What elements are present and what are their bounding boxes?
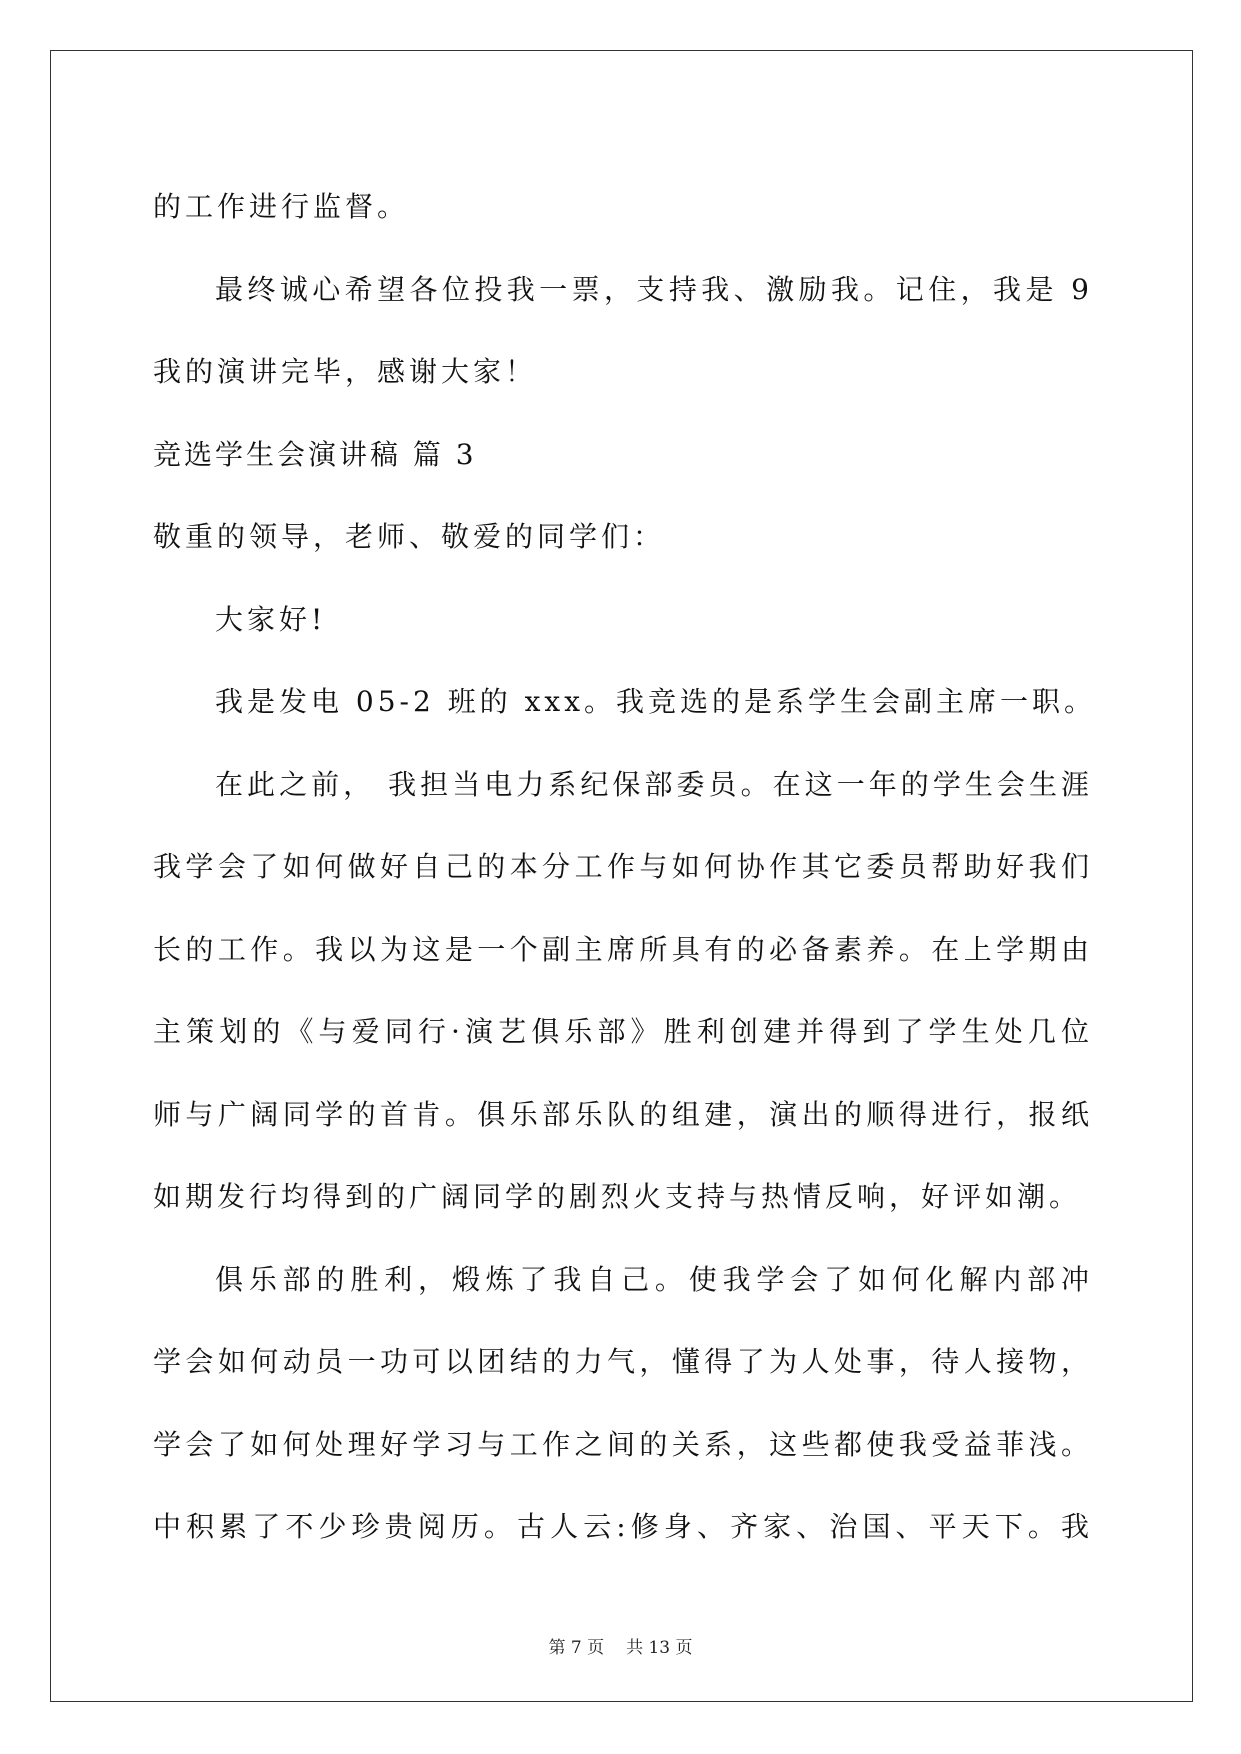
- paragraph-line: 学会如何动员一功可以团结的力气，懂得了为人处事，待人接物，: [153, 1345, 1093, 1378]
- document-body: [153, 166, 1096, 1569]
- paragraph-line: 最终诚心希望各位投我一票，支持我、激励我。记住，我是 9: [215, 272, 1093, 306]
- salutation-line: 敬重的领导，老师、敬爱的同学们：: [153, 520, 666, 553]
- page-footer: [0, 1633, 1241, 1658]
- page-number: 第 7 页: [548, 1638, 605, 1658]
- paragraph-line: 我学会了如何做好自己的本分工作与如何协作其它委员帮助好我们: [153, 850, 1093, 883]
- greeting-line: 大家好!: [215, 602, 327, 636]
- paragraph-line: 主策划的《与爱同行·演艺俱乐部》胜利创建并得到了学生处几位: [153, 1015, 1093, 1048]
- section-heading: 竞选学生会演讲稿 篇 3: [153, 437, 477, 471]
- paragraph-line: 师与广阔同学的首肯。俱乐部乐队的组建，演出的顺得进行，报纸: [153, 1097, 1093, 1131]
- paragraph-line: 如期发行均得到的广阔同学的剧烈火支持与热情反响，好评如潮。: [153, 1180, 1082, 1213]
- paragraph-line: 长的工作。我以为这是一个副主席所具有的必备素养。在上学期由: [153, 932, 1093, 966]
- paragraph-line: 中积累了不少珍贵阅历。古人云:修身、齐家、治国、平天下。我: [153, 1510, 1093, 1543]
- paragraph-line: 我是发电 05-2 班的 xxx。我竞选的是系学生会副主席一职。: [215, 685, 1096, 718]
- paragraph-line: 的工作进行监督。: [153, 190, 410, 223]
- paragraph-line: 在此之前， 我担当电力系纪保部委员。在这一年的学生会生涯: [215, 767, 1093, 801]
- paragraph-line: 我的演讲完毕，感谢大家！: [153, 355, 538, 388]
- total-pages: 共 13 页: [626, 1638, 693, 1658]
- paragraph-line: 学会了如何处理好学习与工作之间的关系，这些都使我受益菲浅。: [153, 1427, 1093, 1461]
- paragraph-line: 俱乐部的胜利，煅炼了我自己。使我学会了如何化解内部冲: [215, 1262, 1093, 1296]
